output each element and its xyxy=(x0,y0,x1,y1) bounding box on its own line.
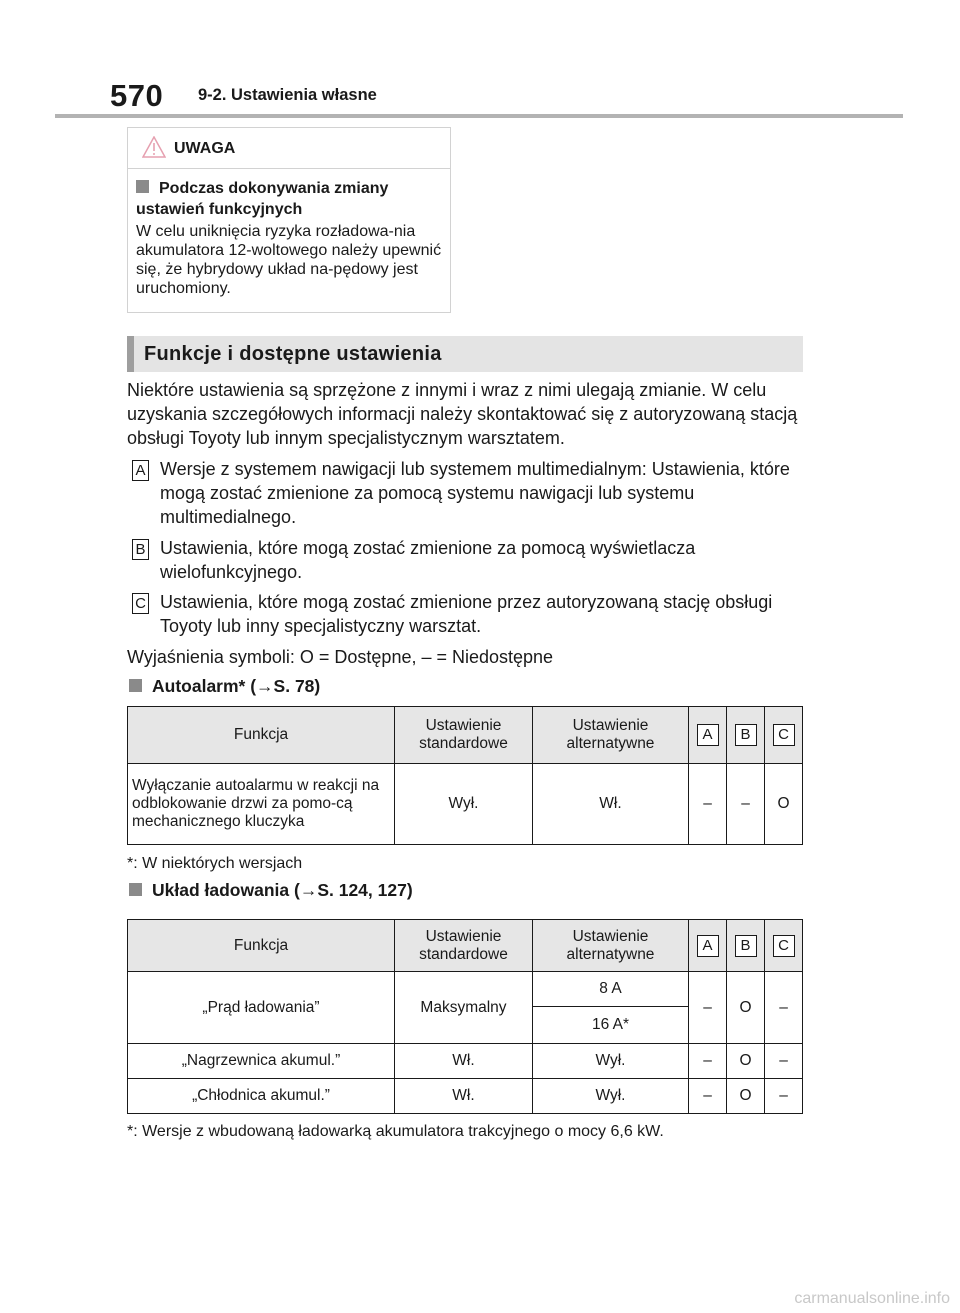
charging-table xyxy=(127,919,803,1114)
legend-item-c xyxy=(127,590,807,642)
square-bullet-icon xyxy=(129,679,142,692)
header-alternative: Ustawienie alternatywne xyxy=(533,920,689,972)
cell-c: – xyxy=(765,972,803,1044)
cell-b: O xyxy=(727,1044,765,1079)
cell-standard: Wł. xyxy=(395,1044,533,1079)
warning-triangle-icon xyxy=(142,136,166,158)
cell-a: – xyxy=(689,764,727,845)
page-number: 570 xyxy=(110,78,164,113)
arrow-icon: → xyxy=(256,676,274,696)
header-function: Funkcja xyxy=(128,707,395,764)
heading-accent-bar xyxy=(127,336,134,372)
cell-b: – xyxy=(727,764,765,845)
page-reference[interactable]: S. 124, 127) xyxy=(317,880,413,900)
legend-text-b: Ustawienia, które mogą zostać zmienione za pomocą wyświetlacza wielofunkcyjnego. xyxy=(160,538,696,582)
legend-item-a xyxy=(127,457,807,535)
column-key-a: A xyxy=(697,935,719,957)
cell-alternative: Wył. xyxy=(533,1044,689,1079)
autoalarm-table xyxy=(127,706,803,845)
warning-header xyxy=(128,128,450,169)
header-b xyxy=(727,707,765,764)
cell-function: Wyłączanie autoalarmu w reakcji na odblokowanie drzwi za pomo-cą mechanicznego kluczyka xyxy=(128,764,395,845)
column-key-b: B xyxy=(735,935,757,957)
page-reference[interactable]: S. 78) xyxy=(273,676,321,696)
table-row xyxy=(128,1044,803,1079)
square-bullet-icon xyxy=(136,180,149,193)
table-row xyxy=(128,1079,803,1114)
table-header-row xyxy=(128,920,803,972)
subsection-title: Autoalarm* ( xyxy=(152,676,257,696)
cell-function: „Chłodnica akumul.” xyxy=(128,1079,395,1114)
arrow-icon: → xyxy=(299,880,318,900)
column-key-c: C xyxy=(773,724,795,746)
cell-function: „Prąd ładowania” xyxy=(128,972,395,1044)
cell-b: O xyxy=(727,1079,765,1114)
table-row xyxy=(128,972,803,1007)
legend-key-b: B xyxy=(132,539,149,560)
cell-c: O xyxy=(765,764,803,845)
cell-function: „Nagrzewnica akumul.” xyxy=(128,1044,395,1079)
subsection-charging xyxy=(129,880,413,901)
cell-standard: Wł. xyxy=(395,1079,533,1114)
square-bullet-icon xyxy=(129,883,142,896)
header-a xyxy=(689,920,727,972)
footnote-autoalarm: *: W niektórych wersjach xyxy=(127,855,303,872)
column-key-c: C xyxy=(773,935,795,957)
legend-key-a: A xyxy=(132,460,149,481)
warning-subheading xyxy=(136,178,436,220)
header-c xyxy=(765,707,803,764)
header-a xyxy=(689,707,727,764)
subsection-autoalarm xyxy=(129,676,320,697)
section-heading-text: Funkcje i dostępne ustawienia xyxy=(144,343,442,365)
legend-key-c: C xyxy=(132,593,149,614)
warning-box xyxy=(127,127,451,313)
header-standard: Ustawienie standardowe xyxy=(395,707,533,764)
legend-text-a: Wersje z systemem nawigacji lub systemem multimedialnym: Ustawienia, które mogą zostać zmienione za pomocą systemu nawigacji lub systemu multimedialnego. xyxy=(160,459,790,527)
cell-standard: Wył. xyxy=(395,764,533,845)
column-key-b: B xyxy=(735,724,757,746)
cell-a: – xyxy=(689,1079,727,1114)
footnote-charging: *: Wersje z wbudowaną ładowarką akumulatora trakcyjnego o mocy 6,6 kW. xyxy=(127,1123,664,1140)
header-alternative: Ustawienie alternatywne xyxy=(533,707,689,764)
header-divider xyxy=(55,114,903,118)
cell-alternative: 8 A xyxy=(533,972,689,1007)
warning-subheading-text: Podczas dokonywania zmiany ustawień funkcyjnych xyxy=(136,180,389,218)
column-key-a: A xyxy=(697,724,719,746)
cell-b: O xyxy=(727,972,765,1044)
header-c xyxy=(765,920,803,972)
cell-alternative: Wł. xyxy=(533,764,689,845)
cell-c: – xyxy=(765,1044,803,1079)
watermark: carmanualsonline.info xyxy=(794,1290,950,1307)
table-header-row xyxy=(128,707,803,764)
symbols-explanation: Wyjaśnienia symboli: O = Dostępne, – = Niedostępne xyxy=(127,647,554,667)
warning-body: W celu uniknięcia ryzyka rozładowa-nia akumulatora 12-woltowego należy upewnić się, że hybrydowy układ na-pędowy jest uruchomiony. xyxy=(136,223,442,297)
section-title: 9-2. Ustawienia własne xyxy=(198,86,377,104)
header-standard: Ustawienie standardowe xyxy=(395,920,533,972)
legend-item-b xyxy=(127,536,807,588)
intro-paragraph: Niektóre ustawienia są sprzężone z innymi i wraz z nimi ulegają zmianie. W celu uzyskania szczegółowych informacji należy skontaktować się z autoryzowaną stacją obsługi Toyoty lub innym specjalistycznym warsztatem. xyxy=(127,380,798,448)
cell-alternative: 16 A* xyxy=(533,1007,689,1044)
cell-a: – xyxy=(689,972,727,1044)
cell-c: – xyxy=(765,1079,803,1114)
header-b xyxy=(727,920,765,972)
section-heading xyxy=(127,336,803,372)
legend-text-c: Ustawienia, które mogą zostać zmienione przez autoryzowaną stację obsługi Toyoty lub inny specjalistyczny warsztat. xyxy=(160,592,773,636)
table-row xyxy=(128,764,803,845)
cell-alternative: Wył. xyxy=(533,1079,689,1114)
cell-a: – xyxy=(689,1044,727,1079)
header-function: Funkcja xyxy=(128,920,395,972)
warning-title: UWAGA xyxy=(174,140,236,157)
cell-standard: Maksymalny xyxy=(395,972,533,1044)
subsection-title: Układ ładowania ( xyxy=(152,880,300,900)
